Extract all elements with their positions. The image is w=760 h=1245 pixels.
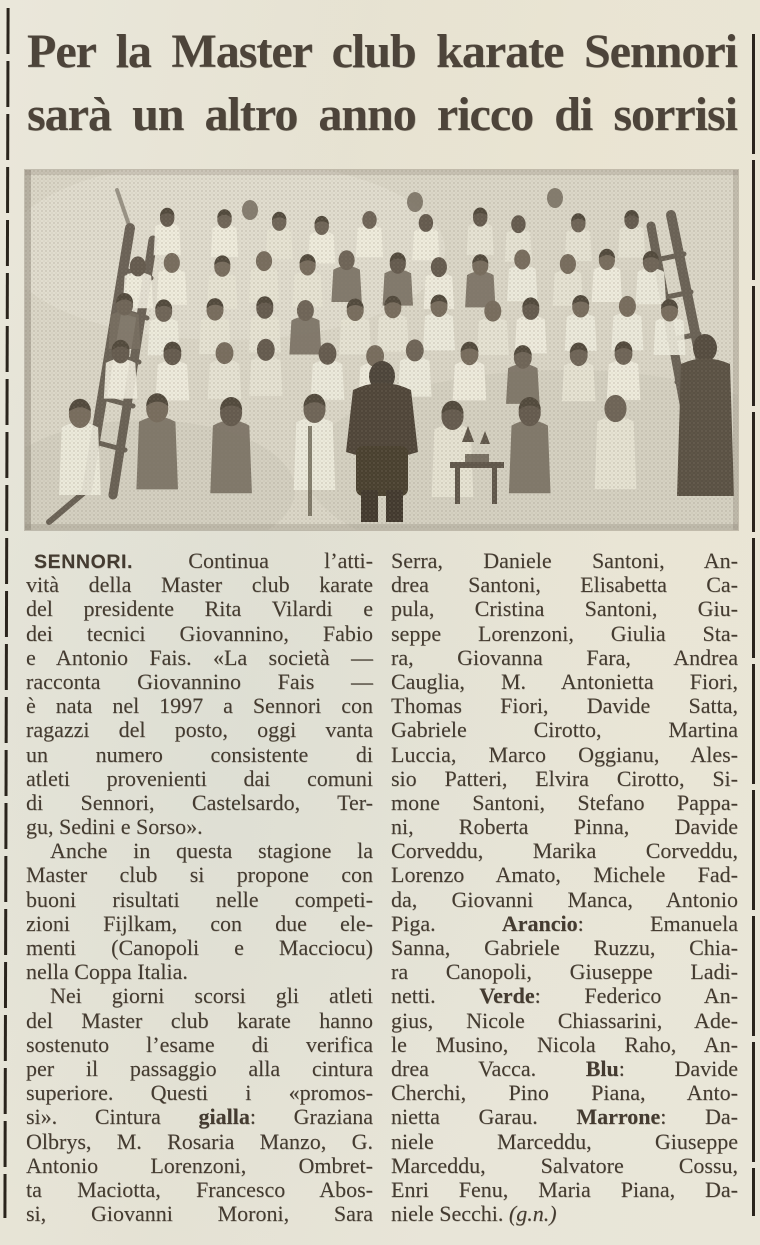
text-segment: Master club si propone con (26, 862, 373, 888)
text-segment: : Graziana (249, 1104, 374, 1130)
text-segment: : Emanuela (577, 910, 738, 936)
text-segment: Luccia, Marco Oggianu, Ales- (391, 741, 738, 767)
text-segment: Nei giorni scorsi gli atleti (50, 983, 373, 1009)
text-segment: Piga. (391, 910, 502, 936)
article-line (391, 1033, 738, 1057)
belt-color-label: Arancio (501, 910, 578, 936)
text-segment: sostenuto l’esame di verifica (26, 1031, 373, 1057)
article-line (26, 1154, 373, 1178)
text-segment: : Da- (660, 1104, 739, 1130)
text-segment: Enri Fenu, Maria Piana, Da- (391, 1176, 738, 1202)
text-segment: Cherchi, Pino Piana, Anto- (391, 1080, 738, 1106)
text-segment: nietta Garau. (391, 1104, 577, 1130)
headline-line-2: sarà un altro anno ricco di sorrisi (27, 88, 737, 141)
article-line (391, 573, 738, 597)
article-line (391, 1081, 738, 1105)
halftone-overlay (25, 170, 738, 530)
article-column-right (391, 549, 738, 1226)
text-segment: drea Vacca. (391, 1055, 586, 1081)
text-segment: vità della Master club karate (26, 572, 373, 598)
article-line (26, 936, 373, 960)
belt-color-label: gialla (198, 1104, 250, 1130)
left-column-rule (3, 8, 9, 1218)
text-segment: mone Santoni, Stefano Pappa- (391, 789, 738, 815)
article-line (391, 912, 738, 936)
article-line (26, 1033, 373, 1057)
article-line (391, 839, 738, 863)
article-line (26, 1130, 373, 1154)
article-line (391, 646, 738, 670)
article-line (26, 1081, 373, 1105)
article-line (391, 718, 738, 742)
article-line (391, 597, 738, 621)
text-segment: gius, Nicole Chiassarini, Ade- (391, 1007, 738, 1033)
belt-color-label: Blu (585, 1055, 619, 1081)
text-segment: pula, Cristina Santoni, Giu- (391, 596, 738, 622)
article-line (391, 743, 738, 767)
text-segment: Olbrys, M. Rosaria Manzo, G. (26, 1128, 373, 1154)
text-segment: è nata nel 1997 a Sennori con (26, 693, 373, 719)
text-segment: ra, Giovanna Fara, Andrea (391, 644, 738, 670)
article-line (391, 960, 738, 984)
article-line (26, 888, 373, 912)
text-segment: nella Coppa Italia. (26, 959, 188, 985)
article-line (26, 718, 373, 742)
text-segment: ta Maciotta, Francesco Abos- (26, 1176, 373, 1202)
article-line (26, 1178, 373, 1202)
article-line (391, 694, 738, 718)
text-segment: di Sennori, Castelsardo, Ter- (26, 789, 373, 815)
text-segment: Gabriele Cirotto, Martina (391, 717, 738, 743)
text-segment: niele Secchi. (391, 1201, 509, 1227)
article-line (26, 646, 373, 670)
text-segment: buoni risultati nelle competi- (26, 886, 373, 912)
article-line (26, 960, 373, 984)
text-segment: : Davide (618, 1055, 738, 1081)
article-line (391, 984, 738, 1008)
text-segment: zioni Fijlkam, con due ele- (26, 910, 373, 936)
text-segment: menti (Canopoli e Macciocu) (26, 935, 373, 960)
article-line (26, 767, 373, 791)
text-segment: ni, Roberta Pinna, Davide (391, 814, 738, 840)
text-segment: si, Giovanni Moroni, Sara (26, 1201, 373, 1227)
text-segment: Corveddu, Marika Corveddu, (391, 838, 738, 864)
text-segment: Lorenzo Amato, Michele Fad- (391, 862, 738, 888)
text-segment: Continua l’atti- (133, 548, 373, 573)
text-segment: e Antonio Fais. «La società — (26, 644, 373, 670)
dateline: SENNORI. (34, 551, 134, 573)
article-line (26, 622, 373, 646)
text-segment: : Federico An- (534, 983, 738, 1009)
text-segment: dei tecnici Giovannino, Fabio (26, 620, 373, 646)
article-line (391, 1202, 738, 1226)
article-line (391, 549, 738, 573)
article-line (26, 549, 373, 573)
text-segment: sio Patteri, Elvira Cirotto, Si- (391, 765, 738, 791)
halftone-photo-svg (25, 170, 738, 530)
article-line (26, 694, 373, 718)
text-segment: ragazzi del posto, oggi vanta (26, 717, 373, 743)
article-line (391, 1130, 738, 1154)
article-line (26, 984, 373, 1008)
text-segment: drea Santoni, Elisabetta Ca- (391, 572, 738, 598)
article-line (391, 1009, 738, 1033)
text-segment: Marceddu, Salvatore Cossu, (391, 1152, 738, 1178)
article-line (391, 767, 738, 791)
text-segment: Cauglia, M. Antonietta Fiori, (391, 668, 738, 694)
article-column-left (26, 549, 373, 1226)
article-line (391, 815, 738, 839)
article-line (26, 1105, 373, 1129)
text-segment: racconta Giovannino Fais — (26, 668, 373, 694)
article-line (26, 1202, 373, 1226)
article-line (26, 863, 373, 887)
belt-color-label: Marrone (576, 1104, 661, 1130)
text-segment: gu, Sedini e Sorso». (26, 814, 203, 840)
article-line (26, 791, 373, 815)
text-segment: le Musino, Nicola Raho, An- (391, 1031, 738, 1057)
belt-color-label: Verde (479, 983, 535, 1009)
article-line (26, 743, 373, 767)
article-line (391, 863, 738, 887)
headline-line-1: Per la Master club karate Sennori (27, 25, 737, 78)
article-line (391, 1057, 738, 1081)
text-segment: per il passaggio alla cintura (26, 1055, 373, 1081)
text-segment: seppe Lorenzoni, Giulia Sta- (391, 620, 738, 646)
article-body (26, 549, 738, 1226)
text-segment: un numero consistente di (26, 741, 373, 767)
article-line (391, 1105, 738, 1129)
article-line (26, 573, 373, 597)
text-segment: Antonio Lorenzoni, Ombret- (26, 1152, 373, 1178)
text-segment: si». Cintura (26, 1104, 199, 1130)
article-line (26, 815, 373, 839)
text-segment: Thomas Fiori, Davide Satta, (391, 693, 738, 719)
text-segment: Serra, Daniele Santoni, An- (391, 548, 738, 573)
article-line (391, 1178, 738, 1202)
article-headline (27, 20, 737, 146)
group-photo (25, 170, 738, 530)
article-line (391, 670, 738, 694)
text-segment: atleti provenienti dai comuni (26, 765, 373, 791)
right-column-rule (752, 34, 755, 1216)
text-segment: Anche in questa stagione la (50, 838, 373, 864)
text-segment: superiore. Questi i «promos- (26, 1080, 373, 1106)
text-segment: Sanna, Gabriele Ruzzu, Chia- (391, 935, 738, 960)
text-segment: netti. (391, 983, 480, 1009)
text-segment: ra Canopoli, Giuseppe Ladi- (391, 959, 738, 985)
article-line (391, 1154, 738, 1178)
article-line (391, 936, 738, 960)
article-line (26, 839, 373, 863)
article-line (391, 791, 738, 815)
byline-initials: (g.n.) (508, 1201, 557, 1227)
article-line (26, 1057, 373, 1081)
article-line (26, 912, 373, 936)
article-line (391, 622, 738, 646)
text-segment: niele Marceddu, Giuseppe (391, 1128, 738, 1154)
text-segment: del presidente Rita Vilardi e (26, 596, 373, 622)
text-segment: da, Giovanni Manca, Antonio (391, 886, 738, 912)
article-line (391, 888, 738, 912)
article-line (26, 597, 373, 621)
text-segment: del Master club karate hanno (26, 1007, 373, 1033)
article-line (26, 1009, 373, 1033)
article-line (26, 670, 373, 694)
